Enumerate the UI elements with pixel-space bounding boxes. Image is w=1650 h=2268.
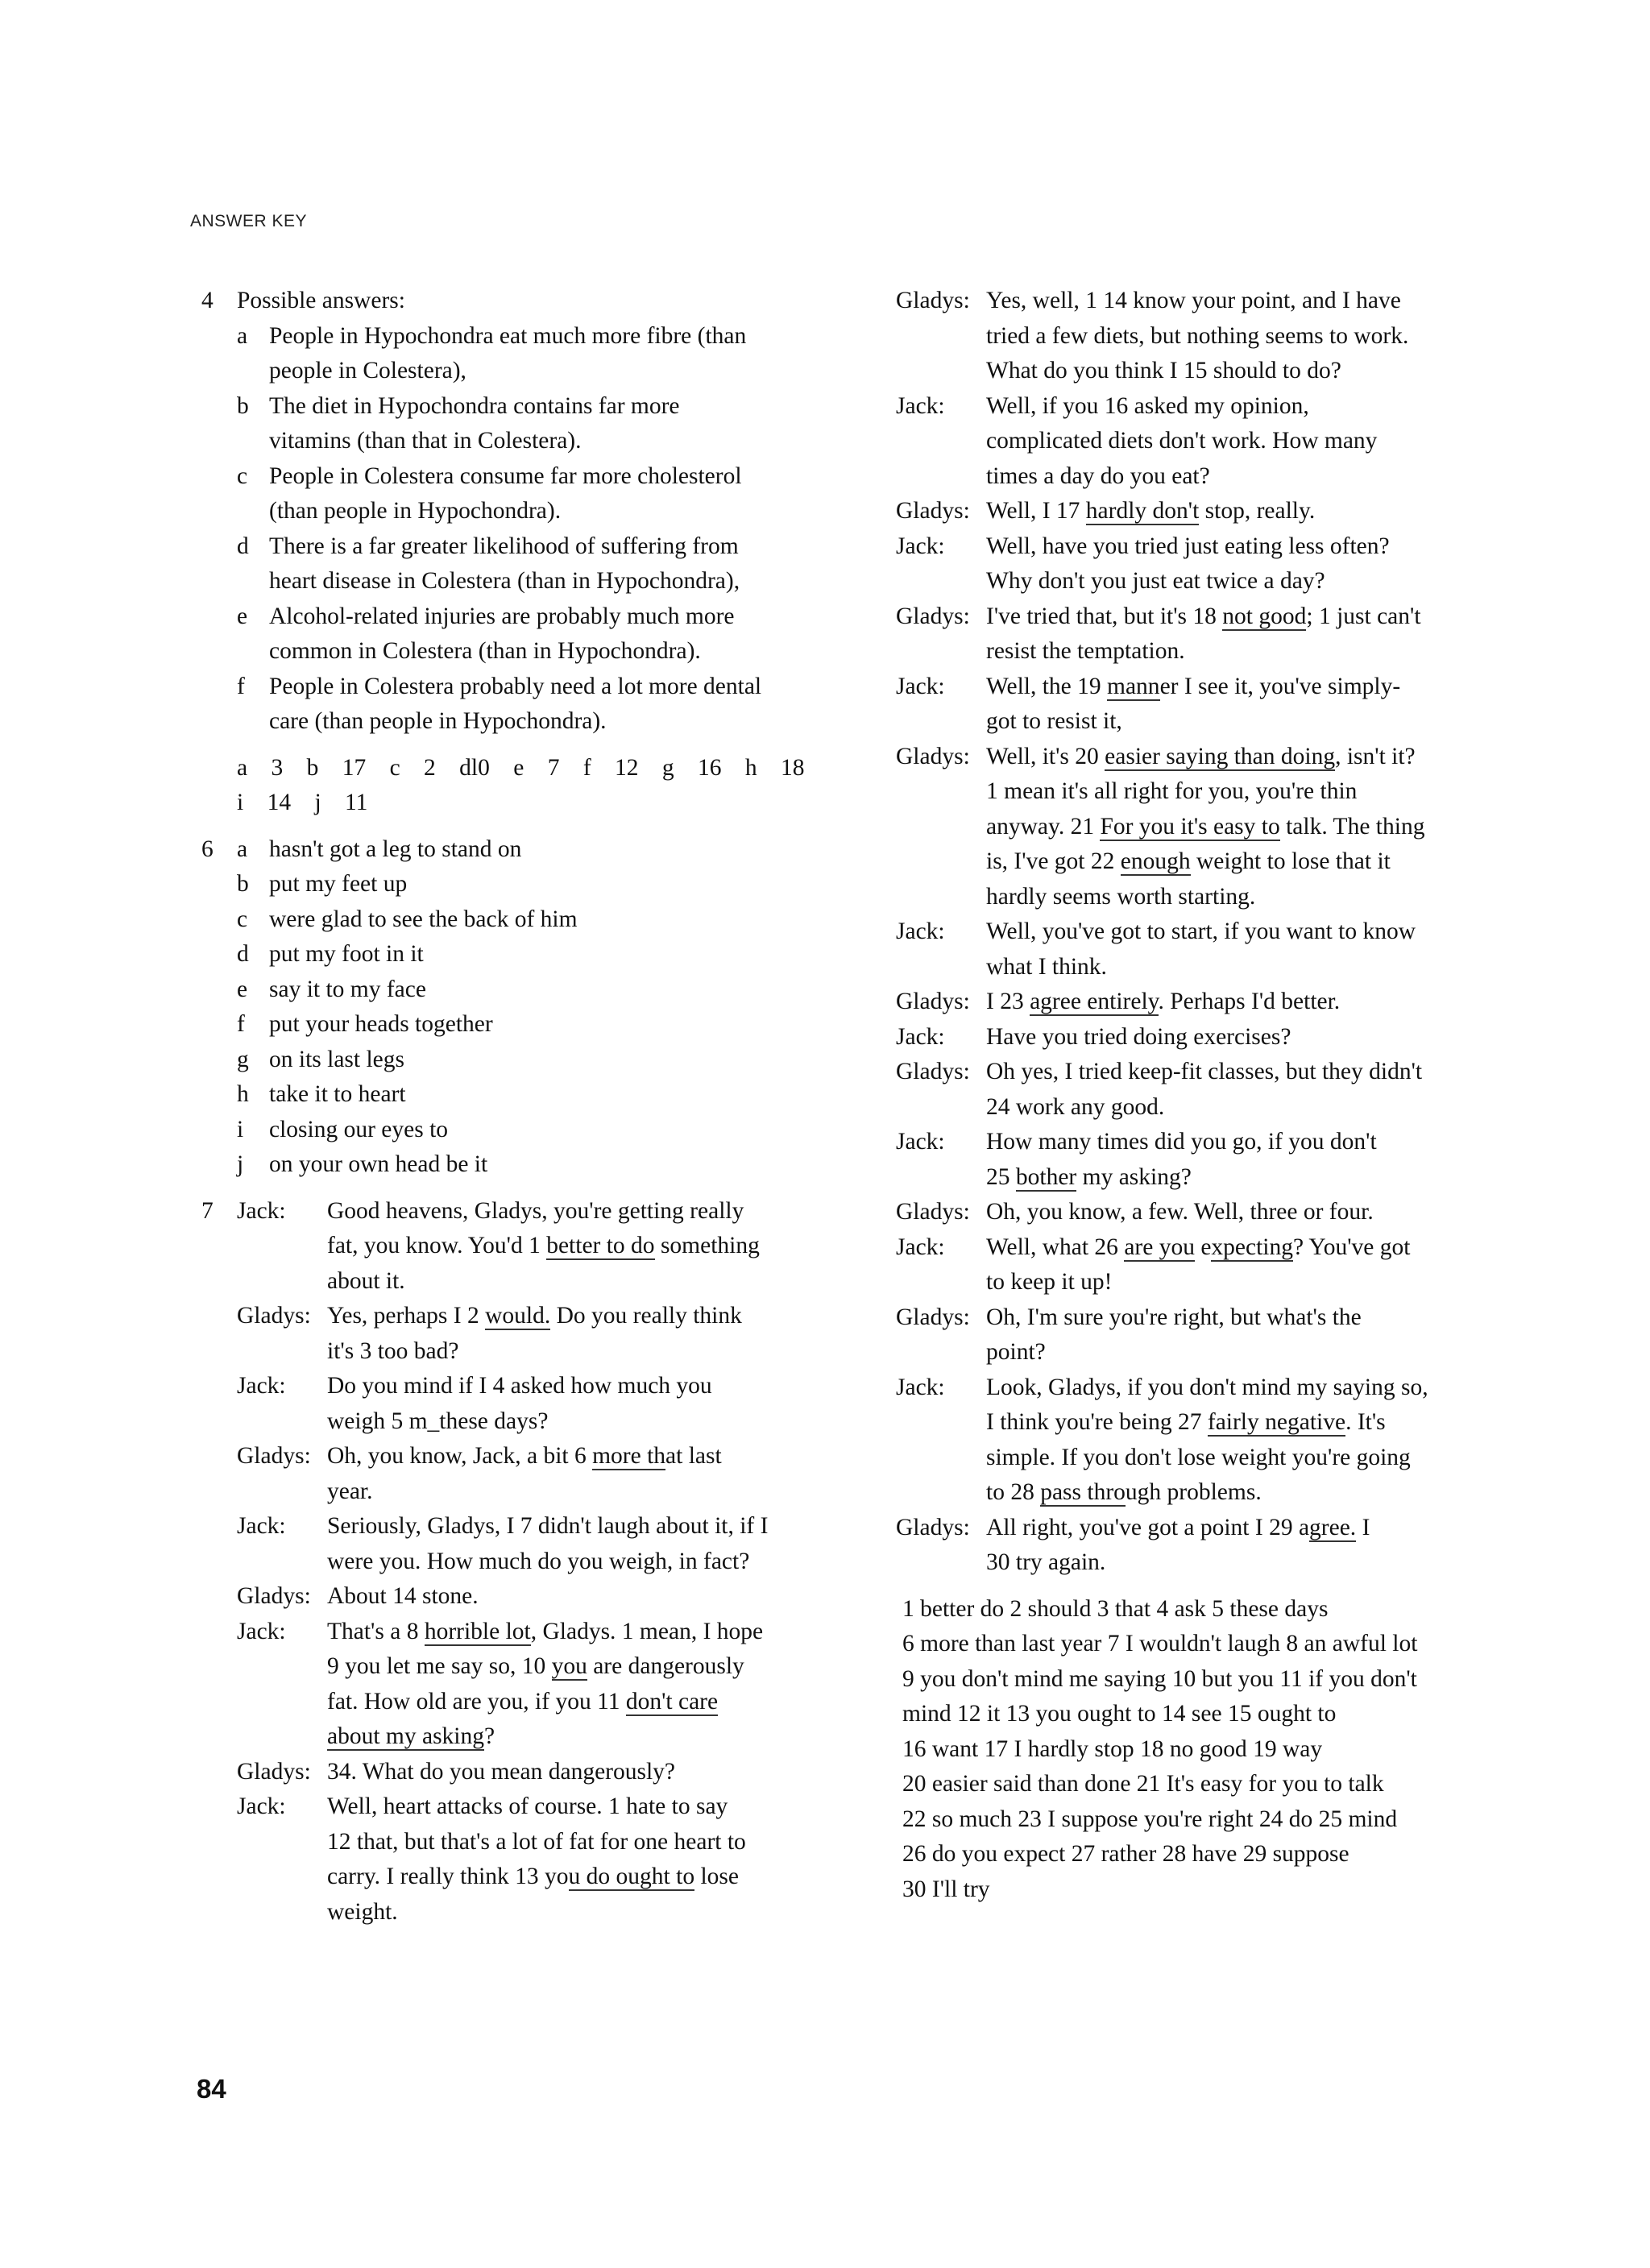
speaker-label: Gladys:	[896, 1514, 970, 1540]
dialogue-line	[201, 1439, 846, 1474]
dialogue-text: fat. How old are you, if you 11	[327, 1688, 626, 1714]
speaker-label: Jack:	[237, 1197, 286, 1224]
dialogue-line	[896, 529, 1540, 565]
dialogue-text: at last	[665, 1443, 722, 1469]
underlined-answer: pass thro	[1040, 1479, 1126, 1505]
ex7-number: 7	[201, 1197, 214, 1224]
dialogue-text: weight.	[327, 1898, 398, 1925]
item-label: f	[237, 673, 245, 699]
dialogue-text: stop, really.	[1199, 498, 1316, 524]
underlined-answer: mann	[1107, 673, 1160, 699]
answer-key-line: 22 so much 23 I suppose you're right 24 do 25 mind	[902, 1806, 1398, 1832]
item-label: b	[237, 871, 249, 897]
dialogue-line	[201, 1299, 846, 1334]
speaker-label: Gladys:	[896, 498, 970, 524]
dialogue-line	[896, 1405, 1540, 1441]
ex6-item	[201, 902, 846, 938]
dialogue-line	[201, 1789, 846, 1825]
item-label: d	[237, 533, 249, 559]
item-text: People in Hypochondra eat much more fibre (than	[269, 322, 747, 349]
item-label: e	[237, 603, 248, 629]
ex6-item	[201, 1077, 846, 1113]
item-text: (than people in Hypochondra).	[269, 498, 562, 524]
underlined-answer: hardly don't	[1085, 498, 1200, 524]
speaker-label: Jack:	[237, 1618, 286, 1644]
speaker-label: Gladys:	[237, 1758, 311, 1785]
speaker-label: Gladys:	[237, 1303, 311, 1329]
dialogue-line	[201, 1544, 846, 1580]
dialogue-text: fat, you know. You'd 1	[327, 1233, 547, 1258]
ex6-items	[201, 832, 846, 1183]
dialogue-text: to 28	[986, 1479, 1041, 1505]
ex6-item	[201, 832, 846, 868]
dialogue-line	[896, 389, 1540, 425]
ex7-dialogue-continued	[896, 284, 1540, 1581]
item-text: common in Colestera (than in Hypochondra).	[269, 638, 701, 664]
dialogue-line	[896, 1300, 1540, 1336]
dialogue-line	[896, 494, 1540, 529]
dialogue-text: e	[1194, 1234, 1212, 1260]
dialogue-text: my asking?	[1076, 1163, 1192, 1190]
underlined-answer: are you	[1124, 1234, 1195, 1260]
dialogue-line	[201, 1579, 846, 1615]
speaker-label: Jack:	[237, 1373, 286, 1399]
dialogue-text: Oh yes, I tried keep-fit classes, but they didn't	[986, 1059, 1423, 1084]
speaker-label: Jack:	[237, 1513, 286, 1539]
dialogue-line	[201, 1825, 846, 1860]
dialogue-line	[896, 740, 1540, 775]
dialogue-line	[201, 1719, 846, 1755]
dialogue-text: 30 try again.	[986, 1549, 1106, 1575]
right-column	[896, 284, 1540, 1907]
dialogue-line	[201, 1474, 846, 1510]
item-text: There is a far greater likelihood of suffering from	[269, 533, 739, 559]
left-column	[201, 284, 846, 1930]
dialogue-text: ; 1 just can't	[1306, 603, 1421, 629]
speaker-label: Jack:	[896, 1234, 945, 1260]
ex4-item-line	[201, 354, 846, 389]
page-number: 84	[197, 2074, 226, 2104]
item-label: g	[237, 1046, 249, 1072]
answer-key-line: 6 more than last year 7 I wouldn't laugh 8 an awful lot	[902, 1631, 1418, 1656]
dialogue-text: resist the temptation.	[986, 638, 1185, 664]
underlined-answer: xpecting	[1211, 1234, 1294, 1260]
dialogue-line	[896, 844, 1540, 880]
dialogue-text: Well, heart attacks of course. 1 hate to say	[327, 1793, 728, 1819]
dialogue-line	[896, 1335, 1540, 1370]
speaker-label: Jack:	[896, 1374, 945, 1400]
dialogue-line	[896, 1441, 1540, 1476]
ex4-item-line	[201, 634, 846, 670]
dialogue-text: That's a 8	[327, 1618, 425, 1644]
dialogue-text: . It's	[1345, 1409, 1386, 1435]
dialogue-text: Do you really think	[550, 1303, 742, 1329]
dialogue-text: anyway. 21	[986, 813, 1101, 840]
ex6-item	[201, 1007, 846, 1043]
dialogue-text: 12 that, but that's a lot of fat for one heart to	[327, 1828, 746, 1855]
item-label: j	[237, 1151, 244, 1177]
item-label: f	[237, 1011, 245, 1037]
dialogue-text: is, I've got 22	[986, 848, 1121, 874]
dialogue-line	[896, 319, 1540, 355]
dialogue-line	[896, 284, 1540, 319]
dialogue-text: carry. I really think 13 yo	[327, 1864, 569, 1889]
dialogue-text: Seriously, Gladys, I 7 didn't laugh about it, if I	[327, 1513, 769, 1539]
ex4-item-line	[201, 670, 846, 705]
dialogue-text: were you. How much do you weigh, in fact?	[327, 1548, 750, 1574]
speaker-label: Jack:	[896, 533, 945, 559]
dialogue-line	[896, 1195, 1540, 1230]
dialogue-line	[896, 1020, 1540, 1055]
dialogue-text: Do you mind if I 4 asked how much you	[327, 1373, 712, 1399]
dialogue-line	[201, 1685, 846, 1720]
underlined-answer: fairly negative	[1207, 1409, 1346, 1435]
item-text: People in Colestera probably need a lot more dental	[269, 673, 762, 699]
dialogue-text: I 23	[986, 989, 1030, 1014]
dialogue-line	[201, 1615, 846, 1650]
dialogue-text: talk. The thing	[1279, 813, 1425, 840]
item-text: People in Colestera consume far more cholesterol	[269, 462, 742, 489]
dialogue-text: Well, what 26	[986, 1234, 1125, 1260]
item-text: vitamins (than that in Colestera).	[269, 428, 582, 454]
underlined-answer: enough	[1120, 848, 1191, 874]
ex6-item	[201, 867, 846, 902]
ex6-number: 6	[201, 835, 214, 862]
dialogue-text: All right, you've got a point I 29 a	[986, 1514, 1310, 1540]
underlined-answer: easier saying than doing	[1105, 743, 1336, 769]
item-text: on your own head be it	[269, 1151, 488, 1177]
ex4-item-line	[201, 599, 846, 635]
dialogue-text: weight to lose that it	[1190, 848, 1391, 874]
item-text: put my foot in it	[269, 941, 424, 967]
dialogue-text: . Perhaps I'd better.	[1158, 989, 1341, 1014]
ex4-item-line	[201, 529, 846, 565]
dialogue-text: it's 3 too bad?	[327, 1337, 459, 1364]
dialogue-text: Well, I 17	[986, 498, 1086, 524]
dialogue-text: weigh 5 m_these days?	[327, 1408, 549, 1434]
item-label: b	[237, 392, 249, 419]
dialogue-text: 1 mean it's all right for you, you're thin	[986, 778, 1358, 804]
answer-key-line: 16 want 17 I hardly stop 18 no good 19 way	[902, 1735, 1323, 1762]
underlined-answer: gree.	[1309, 1514, 1357, 1540]
item-text: on its last legs	[269, 1046, 404, 1072]
underlined-answer: would.	[485, 1303, 551, 1329]
dialogue-text: Well, the 19	[986, 673, 1108, 699]
ex4-items	[201, 319, 846, 740]
item-label: c	[237, 462, 248, 489]
answer-key-line: 26 do you expect 27 rather 28 have 29 suppose	[902, 1841, 1349, 1867]
dialogue-text: about it.	[327, 1267, 405, 1294]
dialogue-line	[896, 880, 1540, 915]
underlined-answer: more th	[592, 1443, 666, 1469]
dialogue-text: 34. What do you mean dangerously?	[327, 1758, 676, 1785]
dialogue-line	[201, 1334, 846, 1370]
dialogue-line	[896, 1160, 1540, 1196]
ex6-item	[201, 937, 846, 972]
speaker-label: Gladys:	[896, 743, 970, 769]
ex6-item	[201, 1147, 846, 1183]
speaker-label: Jack:	[896, 673, 945, 699]
dialogue-line	[896, 1090, 1540, 1126]
dialogue-text: How many times did you go, if you don't	[986, 1129, 1377, 1155]
dialogue-text: er I see it, you've simply-	[1159, 673, 1401, 699]
dialogue-text: to keep it up!	[986, 1269, 1113, 1295]
dialogue-line	[896, 354, 1540, 389]
item-label: h	[237, 1081, 249, 1107]
dialogue-line	[896, 564, 1540, 599]
dialogue-text: 9 you let me say so, 10	[327, 1653, 552, 1679]
answer-key-list	[896, 1592, 1540, 1908]
dialogue-text: Well, you've got to start, if you want to know	[986, 918, 1416, 944]
item-text: put my feet up	[269, 871, 408, 897]
ex4-item-line	[201, 389, 846, 425]
ex5-codes-line-2: i 14 j 11	[237, 790, 368, 815]
item-text: say it to my face	[269, 976, 426, 1002]
dialogue-line	[896, 634, 1540, 670]
dialogue-text: got to resist it,	[986, 708, 1122, 734]
speaker-label: Jack:	[896, 918, 945, 944]
dialogue-line	[896, 1265, 1540, 1300]
ex5-codes-line-1: a 3 b 17 c 2 dl0 e 7 f 12 g 16 h 18	[237, 754, 805, 781]
dialogue-text: Well, it's 20	[986, 743, 1105, 769]
ex4-item-line	[201, 319, 846, 355]
dialogue-text: I	[1356, 1514, 1370, 1540]
dialogue-text: what I think.	[986, 953, 1107, 980]
dialogue-line	[201, 1895, 846, 1930]
dialogue-line	[201, 1264, 846, 1300]
dialogue-line	[896, 1545, 1540, 1581]
underlined-answer: For you it's easy to	[1100, 813, 1280, 840]
dialogue-line	[201, 1649, 846, 1685]
item-text: Alcohol-related injuries are probably much more	[269, 603, 735, 629]
underlined-answer: not good	[1222, 603, 1307, 629]
dialogue-line	[201, 1194, 846, 1229]
speaker-label: Gladys:	[896, 1059, 970, 1084]
dialogue-text: Have you tried doing exercises?	[986, 1023, 1291, 1050]
ex6-item	[201, 1043, 846, 1078]
speaker-label: Jack:	[896, 392, 945, 419]
dialogue-text: lose	[694, 1864, 739, 1889]
speaker-label: Gladys:	[896, 603, 970, 629]
ex4-item-line	[201, 459, 846, 495]
item-label: d	[237, 941, 249, 967]
ex4-number: 4	[201, 288, 214, 313]
item-label: c	[237, 906, 248, 932]
dialogue-text: something	[654, 1233, 760, 1258]
dialogue-line	[201, 1755, 846, 1790]
speaker-label: Gladys:	[896, 1304, 970, 1330]
speaker-label: Gladys:	[896, 288, 970, 313]
dialogue-line	[896, 950, 1540, 985]
underlined-answer: u do ought to	[568, 1864, 695, 1889]
dialogue-text: complicated diets don't work. How many	[986, 428, 1378, 454]
dialogue-text: About 14 stone.	[327, 1583, 479, 1609]
answer-key-line: 1 better do 2 should 3 that 4 ask 5 these days	[902, 1595, 1329, 1622]
dialogue-text: Oh, I'm sure you're right, but what's the	[986, 1304, 1362, 1330]
underlined-answer: about my asking	[327, 1723, 485, 1749]
dialogue-line	[896, 670, 1540, 705]
dialogue-text: Well, if you 16 asked my opinion,	[986, 392, 1309, 419]
dialogue-text: Yes, well, 1 14 know your point, and I have	[986, 288, 1401, 313]
dialogue-text: I think you're being 27	[986, 1409, 1208, 1435]
dialogue-line	[896, 1125, 1540, 1160]
speaker-label: Jack:	[896, 1129, 945, 1155]
item-label: i	[237, 1116, 244, 1142]
dialogue-text: point?	[986, 1339, 1046, 1365]
ex4-item-line	[201, 564, 846, 599]
dialogue-line	[201, 1369, 846, 1404]
underlined-answer: horrible lot	[424, 1618, 531, 1644]
dialogue-line	[896, 774, 1540, 810]
ex6-item	[201, 972, 846, 1008]
item-text: were glad to see the back of him	[269, 906, 578, 932]
ex4-title: Possible answers:	[237, 288, 405, 313]
dialogue-text: Well, have you tried just eating less often?	[986, 533, 1390, 559]
dialogue-text: , isn't it?	[1335, 743, 1416, 769]
ex6-item	[201, 1113, 846, 1148]
ex7-dialogue	[201, 1194, 846, 1930]
item-text: people in Colestera),	[269, 358, 466, 384]
item-text: The diet in Hypochondra contains far more	[269, 392, 680, 419]
item-text: hasn't got a leg to stand on	[269, 835, 522, 862]
dialogue-line	[201, 1860, 846, 1895]
dialogue-text: ? You've got	[1293, 1234, 1411, 1260]
underlined-answer: bother	[1015, 1163, 1077, 1190]
dialogue-text: I've tried that, but it's 18	[986, 603, 1223, 629]
underlined-answer: don't care	[625, 1688, 719, 1714]
dialogue-text: , Gladys. 1 mean, I hope	[530, 1618, 764, 1644]
dialogue-line	[896, 1370, 1540, 1406]
item-label: a	[237, 322, 248, 349]
dialogue-text: Look, Gladys, if you don't mind my saying so,	[986, 1374, 1428, 1400]
dialogue-text: simple. If you don't lose weight you're going	[986, 1444, 1411, 1470]
answer-key-line: 20 easier said than done 21 It's easy for you to talk	[902, 1771, 1384, 1797]
ex4-item-line	[201, 494, 846, 529]
dialogue-line	[896, 985, 1540, 1020]
dialogue-line	[896, 424, 1540, 459]
dialogue-text: hardly seems worth starting.	[986, 883, 1256, 910]
dialogue-text: Yes, perhaps I 2	[327, 1303, 486, 1329]
dialogue-line	[896, 810, 1540, 845]
item-text: take it to heart	[269, 1081, 406, 1107]
speaker-label: Jack:	[237, 1793, 286, 1819]
underlined-answer: you	[551, 1653, 587, 1679]
ex4-heading	[201, 284, 846, 319]
dialogue-text: 24 work any good.	[986, 1093, 1165, 1120]
dialogue-text: times a day do you eat?	[986, 462, 1210, 489]
ex4-item-line	[201, 424, 846, 459]
speaker-label: Gladys:	[896, 1199, 970, 1225]
dialogue-line	[896, 914, 1540, 950]
dialogue-line	[896, 704, 1540, 740]
speaker-label: Gladys:	[237, 1583, 311, 1609]
dialogue-text: year.	[327, 1478, 373, 1504]
dialogue-text: Why don't you just eat twice a day?	[986, 568, 1325, 594]
speaker-label: Gladys:	[237, 1443, 311, 1469]
item-text: closing our eyes to	[269, 1116, 449, 1142]
item-text: heart disease in Colestera (than in Hypochondra),	[269, 568, 740, 594]
underlined-answer: agree entirely	[1030, 989, 1159, 1014]
dialogue-text: What do you think I 15 should to do?	[986, 358, 1341, 384]
dialogue-text: tried a few diets, but nothing seems to work.	[986, 322, 1409, 349]
dialogue-text: Good heavens, Gladys, you're getting really	[327, 1197, 744, 1224]
dialogue-text: Oh, you know, a few. Well, three or four.	[986, 1199, 1374, 1225]
dialogue-text: are dangerously	[587, 1653, 744, 1679]
item-label: e	[237, 976, 248, 1002]
dialogue-text: Oh, you know, Jack, a bit 6	[327, 1443, 593, 1469]
dialogue-line	[896, 1230, 1540, 1266]
dialogue-text: ?	[484, 1723, 495, 1749]
item-text: put your heads together	[269, 1011, 493, 1037]
dialogue-line	[896, 1055, 1540, 1090]
page-header: ANSWER KEY	[190, 212, 308, 230]
dialogue-line	[201, 1404, 846, 1440]
item-text: care (than people in Hypochondra).	[269, 708, 607, 734]
underlined-answer: better to do	[546, 1233, 655, 1258]
dialogue-text: 25	[986, 1163, 1016, 1190]
speaker-label: Gladys:	[896, 989, 970, 1014]
item-label: a	[237, 835, 248, 862]
dialogue-line	[201, 1229, 846, 1264]
dialogue-line	[896, 599, 1540, 635]
answer-key-line: 9 you don't mind me saying 10 but you 11 if you don't	[902, 1665, 1417, 1692]
ex4-item-line	[201, 704, 846, 740]
dialogue-line	[896, 459, 1540, 495]
dialogue-line	[201, 1509, 846, 1544]
dialogue-text: ugh problems.	[1125, 1479, 1262, 1505]
dialogue-line	[896, 1475, 1540, 1511]
speaker-label: Jack:	[896, 1023, 945, 1050]
answer-key-line: 30 I'll try	[902, 1876, 990, 1902]
dialogue-line	[896, 1511, 1540, 1546]
answer-key-line: mind 12 it 13 you ought to 14 see 15 ought to	[902, 1701, 1337, 1727]
